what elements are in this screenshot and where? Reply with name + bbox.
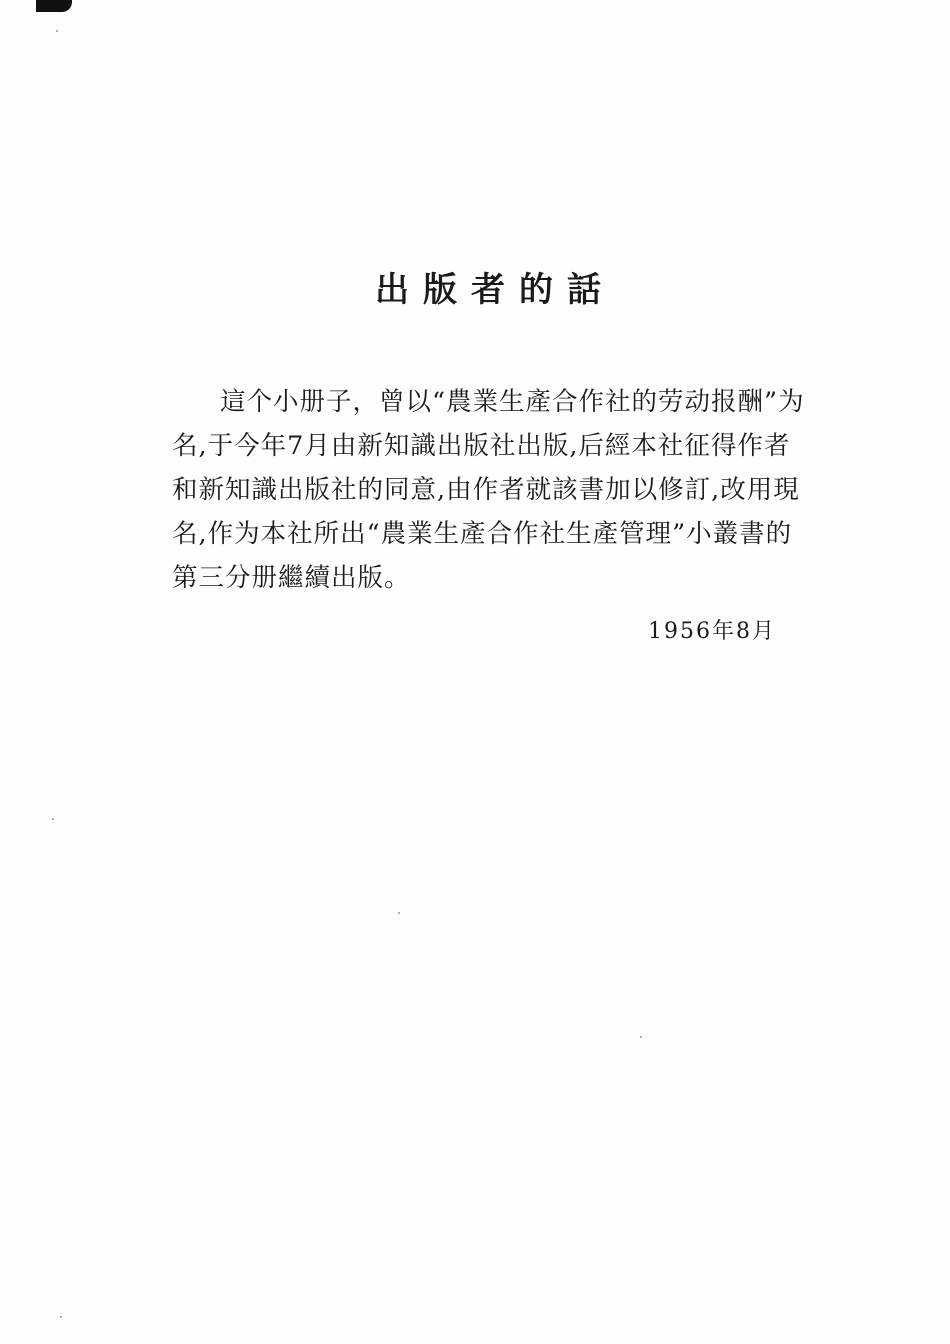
scan-speck (640, 1036, 642, 1038)
paragraph-line: 名,于今年7月由新知識出版社出版,后經本社征得作者 (172, 431, 791, 461)
scan-speck (60, 1316, 62, 1318)
paragraph-line: 名,作为本社所出“農業生產合作社生產管理”小叢書的 (172, 519, 793, 549)
scan-speck (52, 818, 54, 820)
paragraph-line: 這个小册子，曾以“農業生產合作社的劳动报酬”为 (220, 387, 805, 417)
scan-corner-mark (36, 0, 72, 12)
paragraph-line: 第三分册繼續出版。 (172, 563, 411, 593)
paragraph-line: 和新知識出版社的同意,由作者就該書加以修訂,改用現 (172, 475, 800, 505)
scan-speck (398, 912, 400, 914)
publication-date: 1956年8月 (648, 619, 776, 644)
scan-speck (56, 30, 58, 32)
body-paragraph (172, 380, 836, 600)
page-title: 出版者的話 (375, 270, 615, 310)
